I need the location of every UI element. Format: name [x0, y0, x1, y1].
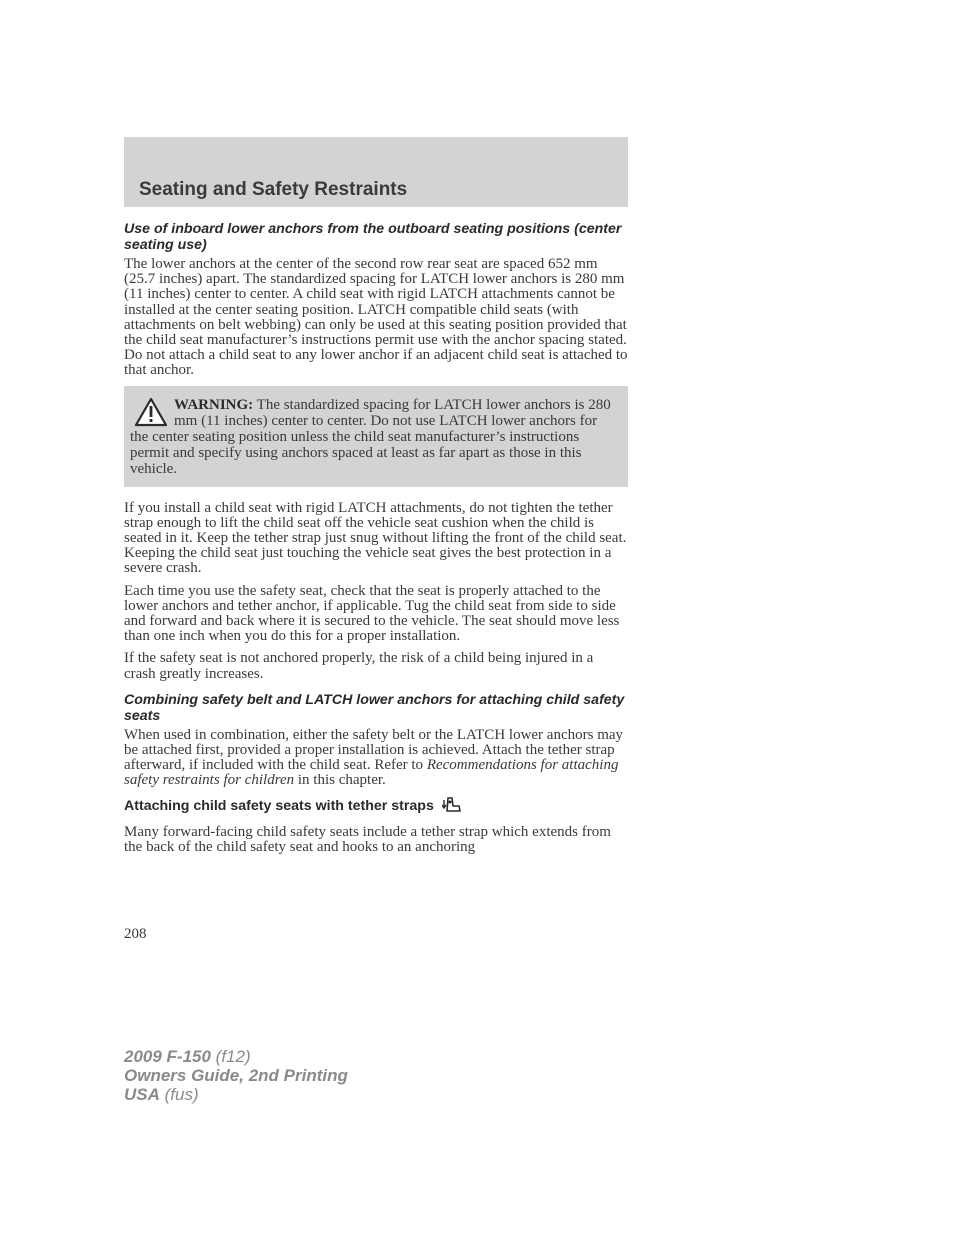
- footer-model-code: (f12): [210, 1047, 251, 1066]
- recommendations-reference: Recommendations for attaching safety restraints for children: [124, 757, 619, 789]
- tether-straps-heading: [124, 796, 628, 815]
- inboard-anchors-paragraph: The lower anchors at the center of the second row rear seat are spaced 652 mm (25.7 inches) apart. The standardized spacing for LATCH lower anchors is 280 mm (11 inches) center to center. A child seat with rigid LATCH attachments cannot be installed at the center seating position. LATCH compatible child seats (with attachments on belt webbing) can only be used at this seating position provided that the child seat manufacturer’s instructions permit use with the anchor spacing stated. Do not attach a child seat to any lower anchor if an adjacent child seat is attached to that anchor.: [124, 256, 628, 379]
- warning-text: The standardized spacing for LATCH lower anchors is 280 mm (11 inches) center to center. Do not use LATCH lower anchors for the center seating position unless the child seat manufacturer’s instructions permit and specify using anchors spaced at least as far apart as those in this vehicle.: [130, 396, 611, 478]
- inboard-anchors-heading: Use of inboard lower anchors from the outboard seating positions (center seating use): [124, 221, 622, 253]
- footer-model: 2009 F-150: [124, 1047, 211, 1066]
- document-footer: [124, 1047, 348, 1104]
- rigid-latch-paragraph: If you install a child seat with rigid LATCH attachments, do not tighten the tether strap enough to lift the child seat off the vehicle seat cushion when the child is seated in it. Keep the tether strap just snug without lifting the front of the child seat. Keeping the child seat just touching the vehicle seat gives the best protection in a severe crash.: [124, 499, 627, 577]
- combining-heading: Combining safety belt and LATCH lower anchors for attaching child safety seats: [124, 691, 625, 724]
- risk-paragraph: If the safety seat is not anchored properly, the risk of a child being injured in a crash greatly increases.: [124, 650, 594, 682]
- tether-straps-heading-text: Attaching child safety seats with tether straps: [124, 797, 434, 814]
- warning-label: WARNING:: [174, 396, 254, 413]
- tether-straps-paragraph: Many forward-facing child safety seats include a tether strap which extends from the back of the child safety seat and hooks to an anchoring: [124, 823, 611, 855]
- check-seat-paragraph: Each time you use the safety seat, check that the seat is properly attached to the lower anchors and tether anchor, if applicable. Tug the child seat from side to side and forward and back where it is secured to the vehicle. The seat should move less than one inch when you do this for a proper installation.: [124, 582, 620, 645]
- combining-text-start: When used in combination, either the safety belt or the LATCH lower anchors may be attached first, provided a proper installation is achieved. Attach the tether strap afterward, if included with the child seat. Refer to: [124, 726, 624, 774]
- page-content: [124, 221, 628, 862]
- combining-paragraph: [124, 728, 628, 789]
- footer-guide: Owners Guide, 2nd Printing: [124, 1066, 348, 1085]
- warning-triangle-icon: [134, 397, 168, 427]
- section-title: Seating and Safety Restraints: [139, 179, 408, 200]
- child-seat-tether-icon: [442, 796, 462, 813]
- footer-market-code: (fus): [159, 1085, 199, 1104]
- page-number: 208: [124, 926, 147, 942]
- section-header-band: [124, 137, 628, 207]
- warning-box: [124, 386, 628, 487]
- footer-market: USA: [124, 1085, 160, 1104]
- combining-text-end: in this chapter.: [294, 772, 386, 789]
